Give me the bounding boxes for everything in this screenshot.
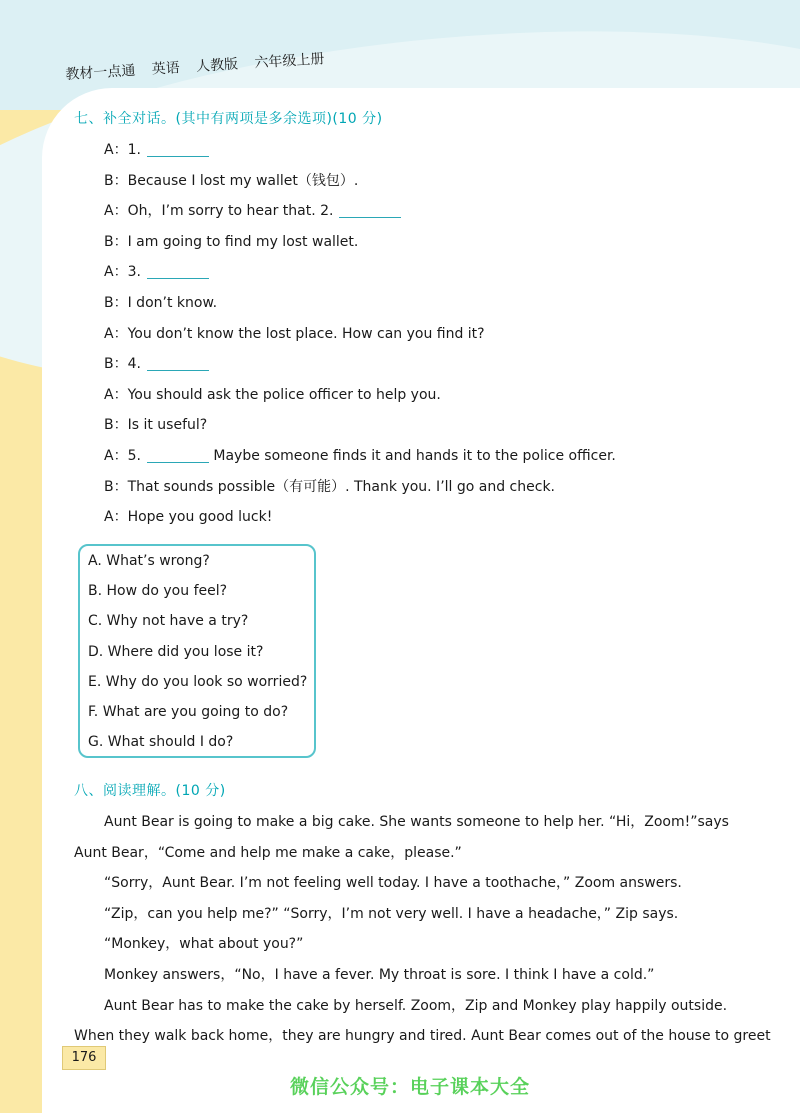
dialogue-text: B：That sounds possible（有可能）. Thank you. I’ll go and check. <box>104 478 556 495</box>
option-item: B. How do you feel? <box>88 583 228 600</box>
dialogue-line <box>104 170 358 190</box>
option-item: A. What’s wrong? <box>88 553 210 569</box>
passage-line: Aunt Bear，“Come and help me make a cake，please.” <box>74 844 462 861</box>
dialogue-text: B：4. <box>104 356 141 373</box>
dialogue-text: A：Oh，I’m sorry to hear that. 2. <box>104 203 334 220</box>
dialogue-text: B：I am going to find my lost wallet. <box>104 233 359 250</box>
passage-line: When they walk back home，they are hungry and tired. Aunt Bear comes out of the house to greet <box>74 1028 771 1045</box>
dialogue-text: A：You should ask the police officer to help you. <box>104 386 441 403</box>
dialogue-text: A：1. <box>104 142 141 158</box>
page-number: 176 <box>62 1046 106 1070</box>
dialogue-line <box>104 139 209 159</box>
answer-blank[interactable] <box>147 370 209 371</box>
passage-line: Aunt Bear is going to make a big cake. She wants someone to help her. “Hi，Zoom!”says <box>104 814 729 830</box>
watermark-text: 微信公众号：电子课本大全 <box>290 1076 531 1098</box>
option-item: F. What are you going to do? <box>88 704 289 720</box>
dialogue-text: B：Because I lost my wallet（钱包）. <box>104 172 359 189</box>
dialogue-text: A：5. <box>104 448 141 464</box>
dialogue-line <box>104 231 358 251</box>
option-item: G. What should I do? <box>88 734 234 751</box>
dialogue-text: A：3. <box>104 264 141 281</box>
answer-blank[interactable] <box>147 156 209 157</box>
dialogue-text: A：You don’t know the lost place. How can you find it? <box>104 325 485 342</box>
passage-line: “Sorry，Aunt Bear. I’m not feeling well today. I have a toothache，” Zoom answers. <box>104 875 682 892</box>
header-subject: 英语 <box>151 60 181 78</box>
dialogue-text-after: Maybe someone finds it and hands it to the police officer. <box>208 448 616 464</box>
dialogue-line <box>104 353 209 373</box>
dialogue-line <box>104 506 272 526</box>
dialogue-line <box>104 261 209 281</box>
option-item: C. Why not have a try? <box>88 613 249 630</box>
dialogue-text: B：Is it useful? <box>104 417 208 434</box>
dialogue-line <box>104 292 217 312</box>
header-grade: 六年级上册 <box>253 51 325 72</box>
dialogue-text: A：Hope you good luck! <box>104 509 273 526</box>
header-edition: 人教版 <box>195 56 239 76</box>
header-book: 教材一点通 <box>64 62 136 84</box>
passage-line: “Zip，can you help me?” “Sorry，I’m not very well. I have a headache，” Zip says. <box>104 905 679 922</box>
dialogue-line <box>104 445 616 465</box>
dialogue-text: B：I don’t know. <box>104 295 218 311</box>
section7-title: 七、补全对话。(其中有两项是多余选项)(10 分) <box>74 111 383 127</box>
dialogue-line <box>104 323 485 343</box>
passage-line: Monkey answers，“No，I have a fever. My throat is sore. I think I have a cold.” <box>104 967 655 983</box>
passage-line: “Monkey，what about you?” <box>104 936 304 953</box>
answer-blank[interactable] <box>147 462 209 463</box>
dialogue-line <box>104 384 441 404</box>
answer-blank[interactable] <box>339 217 401 218</box>
option-item: E. Why do you look so worried? <box>88 673 308 690</box>
section8-title: 八、阅读理解。(10 分) <box>74 783 226 799</box>
option-item: D. Where did you lose it? <box>88 643 264 660</box>
passage-line: Aunt Bear has to make the cake by herself. Zoom，Zip and Monkey play happily outside. <box>104 997 728 1014</box>
dialogue-line <box>104 414 207 434</box>
answer-blank[interactable] <box>147 278 209 279</box>
dialogue-line <box>104 476 555 496</box>
dialogue-line <box>104 200 401 220</box>
